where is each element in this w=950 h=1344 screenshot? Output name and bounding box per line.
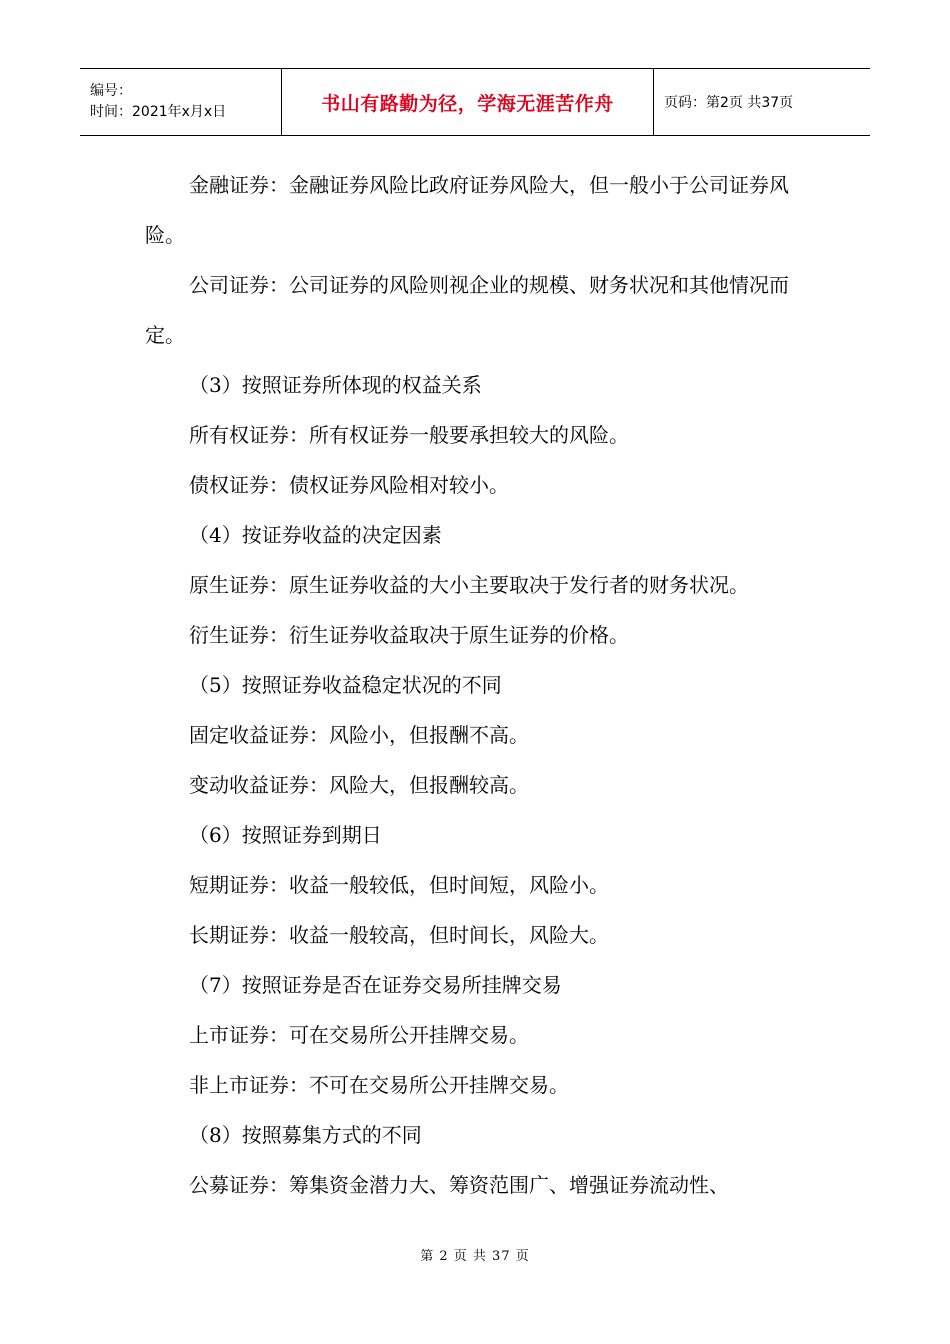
page-footer: 第 2 页 共 37 页 bbox=[420, 1249, 530, 1264]
page-header bbox=[80, 68, 870, 136]
time-label: 时间：2021年x月x日 bbox=[90, 104, 227, 120]
paragraph: 短期证券：收益一般较低，但时间短，风险小。 bbox=[189, 873, 609, 897]
number-label: 编号： bbox=[90, 83, 132, 99]
document-body bbox=[145, 160, 815, 1210]
paragraph: 金融证券：金融证券风险比政府证券风险大，但一般小于公司证券风险。 bbox=[145, 173, 789, 247]
paragraph: 上市证券：可在交易所公开挂牌交易。 bbox=[189, 1023, 529, 1047]
paragraph: 固定收益证券：风险小，但报酬不高。 bbox=[189, 723, 529, 747]
paragraph: 所有权证券：所有权证券一般要承担较大的风险。 bbox=[189, 423, 629, 447]
paragraph: （8）按照募集方式的不同 bbox=[189, 1123, 422, 1147]
paragraph: 债权证券：债权证券风险相对较小。 bbox=[189, 473, 509, 497]
header-meta bbox=[80, 69, 282, 135]
paragraph: 非上市证券：不可在交易所公开挂牌交易。 bbox=[189, 1073, 569, 1097]
header-motto: 书山有路勤为径，学海无涯苦作舟 bbox=[282, 69, 654, 135]
paragraph: （3）按照证券所体现的权益关系 bbox=[189, 373, 482, 397]
paragraph: 公募证券：筹集资金潜力大、筹资范围广、增强证券流动性、 bbox=[189, 1173, 729, 1197]
paragraph: 衍生证券：衍生证券收益取决于原生证券的价格。 bbox=[189, 623, 629, 647]
paragraph: 变动收益证券：风险大，但报酬较高。 bbox=[189, 773, 529, 797]
paragraph: 公司证券：公司证券的风险则视企业的规模、财务状况和其他情况而定。 bbox=[145, 273, 789, 347]
paragraph: 长期证券：收益一般较高，但时间长，风险大。 bbox=[189, 923, 609, 947]
paragraph: 原生证券：原生证券收益的大小主要取决于发行者的财务状况。 bbox=[189, 573, 749, 597]
paragraph: （4）按证券收益的决定因素 bbox=[189, 523, 442, 547]
paragraph: （5）按照证券收益稳定状况的不同 bbox=[189, 673, 502, 697]
paragraph: （6）按照证券到期日 bbox=[189, 823, 382, 847]
paragraph: （7）按照证券是否在证券交易所挂牌交易 bbox=[189, 973, 562, 997]
header-page-info: 页码：第2页 共37页 bbox=[664, 95, 794, 111]
